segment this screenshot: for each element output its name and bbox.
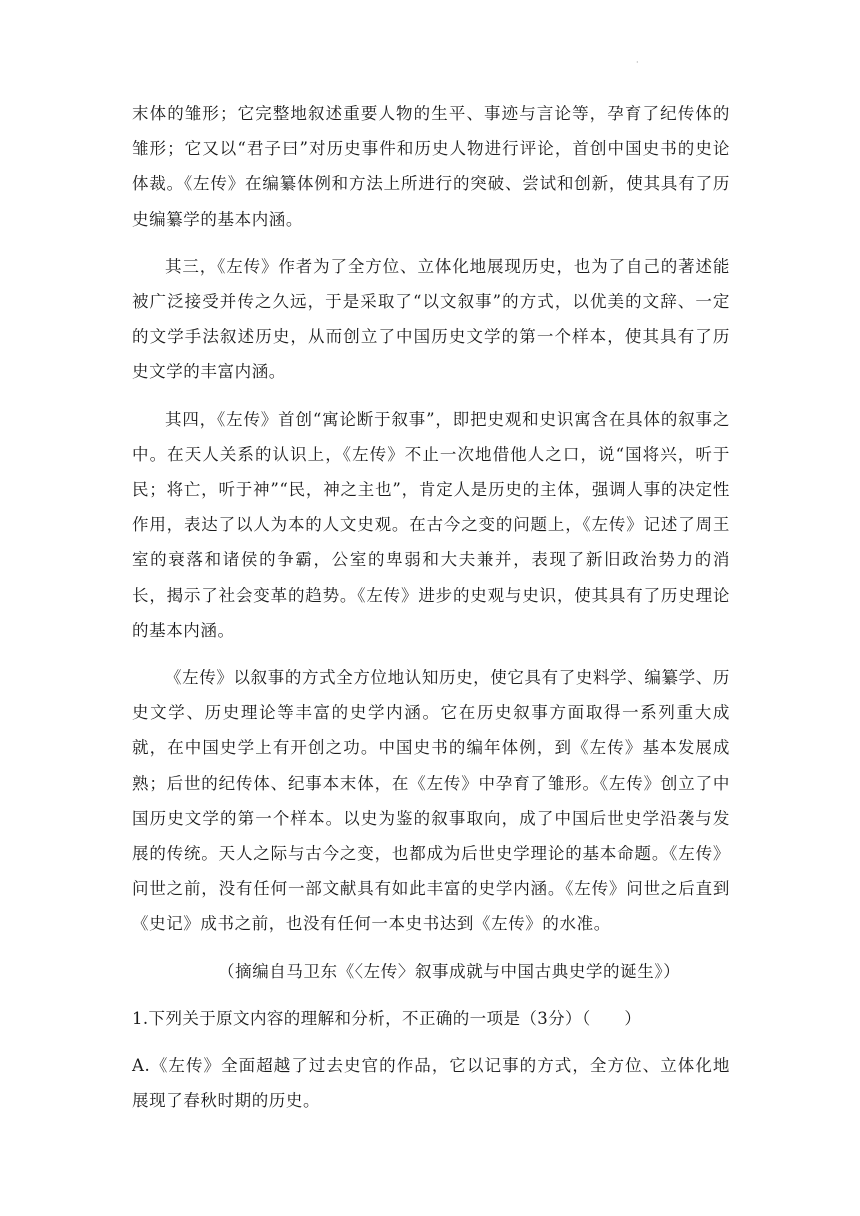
corner-mark: · bbox=[636, 58, 639, 67]
option-a: A.《左传》全面超越了过去史官的作品，它以记事的方式，全方位、立体化地展现了春秋时期的历史。 bbox=[132, 1056, 730, 1111]
source-citation: （摘编自马卫东《〈左传〉叙事成就与中国古典史学的诞生》） bbox=[218, 961, 681, 981]
paragraph-continuation: 末体的雏形；它完整地叙述重要人物的生平、事迹与言论等，孕育了纪传体的雏形；它又以“君子曰”对历史事件和历史人物进行评论，首创中国史书的史论体裁。《左传》在编纂体例和方法上所进行的突破、尝试和创新，使其具有了历史编纂学的基本内涵。 bbox=[132, 104, 730, 229]
article-body bbox=[132, 96, 730, 1118]
question-stem: 1.下列关于原文内容的理解和分析，不正确的一项是（3分）（ ） bbox=[132, 1008, 642, 1028]
paragraph-point-three: 其三，《左传》作者为了全方位、立体化地展现历史，也为了自己的著述能被广泛接受并传之久远，于是采取了“以文叙事”的方式，以优美的文辞、一定的文学手法叙述历史，从而创立了中国历史文学的第一个样本，使其具有了历史文学的丰富内涵。 bbox=[132, 256, 730, 382]
paragraph-point-four: 其四，《左传》首创“寓论断于叙事”，即把史观和史识寓含在具体的叙事之中。在天人关系的认识上，《左传》不止一次地借他人之口，说“国将兴，听于民；将亡，听于神”“民，神之主也”，肯定人是历史的主体，强调人事的决定性作用，表达了以人为本的人文史观。在古今之变的问题上，《左传》记述了周王室的衰落和诸侯的争霸，公室的卑弱和大夫兼并，表现了新旧政治势力的消长，揭示了社会变革的趋势。《左传》进步的史观与史识，使其具有了历史理论的基本内涵。 bbox=[132, 409, 730, 640]
paragraph-conclusion: 《左传》以叙事的方式全方位地认知历史，使它具有了史料学、编纂学、历史文学、历史理论等丰富的史学内涵。它在历史叙事方面取得一系列重大成就，在中国史学上有开创之功。中国史书的编年体例，到《左传》基本发展成熟；后世的纪传体、纪事本末体，在《左传》中孕育了雏形。《左传》创立了中国历史文学的第一个样本。以史为鉴的叙事取向，成了中国后世史学沿袭与发展的传统。天人之际与古今之变，也都成为后世史学理论的基本命题。《左传》问世之前，没有任何一部文献具有如此丰富的史学内涵。《左传》问世之后直到《史记》成书之前，也没有任何一本史书达到《左传》的水准。 bbox=[132, 668, 730, 934]
